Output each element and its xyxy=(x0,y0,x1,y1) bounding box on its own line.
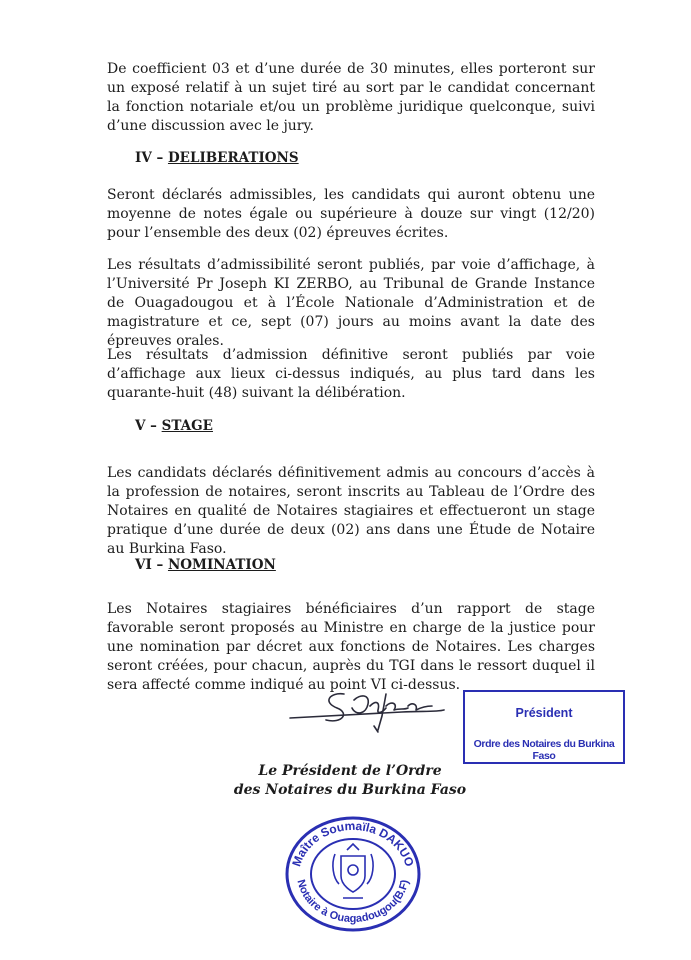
heading-title: NOMINATION xyxy=(167,557,276,573)
paragraph-stage: Les candidats déclarés définitivement admis au concours d’accès à la profession de notaires, seront inscrits au Tableau de l’Ordre des Notaires en qualité de Notaires stagiaires et effectueront un stage pratique d’une durée de deux (02) ans dans une Étude de Notaire au Burkina Faso. xyxy=(107,465,595,557)
heading-deliberations xyxy=(135,150,299,166)
stamp-subtitle: Ordre des Notaires du Burkina Faso xyxy=(473,738,615,762)
paragraph-oral-exam: De coefficient 03 et d’une durée de 30 minutes, elles porteront sur un exposé relatif à un sujet tiré au sort par le candidat concernant la fonction notariale et/ou un problème juridique quelconque, suivi d’une discussion avec le jury. xyxy=(107,61,595,134)
heading-title: STAGE xyxy=(161,418,213,434)
paragraph-admissibility-results: Les résultats d’admissibilité seront publiés, par voie d’affichage, à l’Université Pr Joseph KI ZERBO, au Tribunal de Grande Instance de Ouagadougou et à l’École Nationale d’Administration et de magistrature et ce, sept (07) jours au moins avant la date des épreuves orales. xyxy=(107,257,595,349)
notary-seal xyxy=(283,812,423,932)
coat-of-arms-icon xyxy=(333,844,373,898)
president-stamp xyxy=(463,690,625,764)
heading-stage xyxy=(135,418,213,434)
signoff-line-2: des Notaires du Burkina Faso xyxy=(233,782,467,798)
stamp-title: Président xyxy=(515,706,573,720)
paragraph-final-results: Les résultats d’admission définitive seront publiés par voie d’affichage aux lieux ci-dessus indiqués, au plus tard dans les quarante-huit (48) suivant la délibération. xyxy=(107,347,595,401)
heading-number: IV – xyxy=(135,150,168,166)
heading-number: VI – xyxy=(135,557,168,573)
paragraph-nomination: Les Notaires stagiaires bénéficiaires d’un rapport de stage favorable seront proposés au Ministre en charge de la justice pour une nomination par décret aux fonctions de Notaires. Les charges seront créées, pour chacun, auprès du TGI dans le ressort duquel il sera affecté comme indiqué au point VI ci-dessus. xyxy=(107,601,595,693)
heading-number: V – xyxy=(135,418,162,434)
heading-nomination xyxy=(135,557,276,573)
heading-title: DELIBERATIONS xyxy=(167,150,299,166)
signoff-line-1: Le Président de l’Ordre xyxy=(258,763,442,779)
handwritten-signature xyxy=(282,686,452,746)
seal-top-text: Maître Soumaïla DAKUO xyxy=(289,818,417,869)
paragraph-admissibility: Seront déclarés admissibles, les candidats qui auront obtenu une moyenne de notes égale ou supérieure à douze sur vingt (12/20) pour l’ensemble des deux (02) épreuves écrites. xyxy=(107,187,595,241)
seal-bottom-text: Notaire à Ouagadougou(B.F) xyxy=(294,878,412,925)
